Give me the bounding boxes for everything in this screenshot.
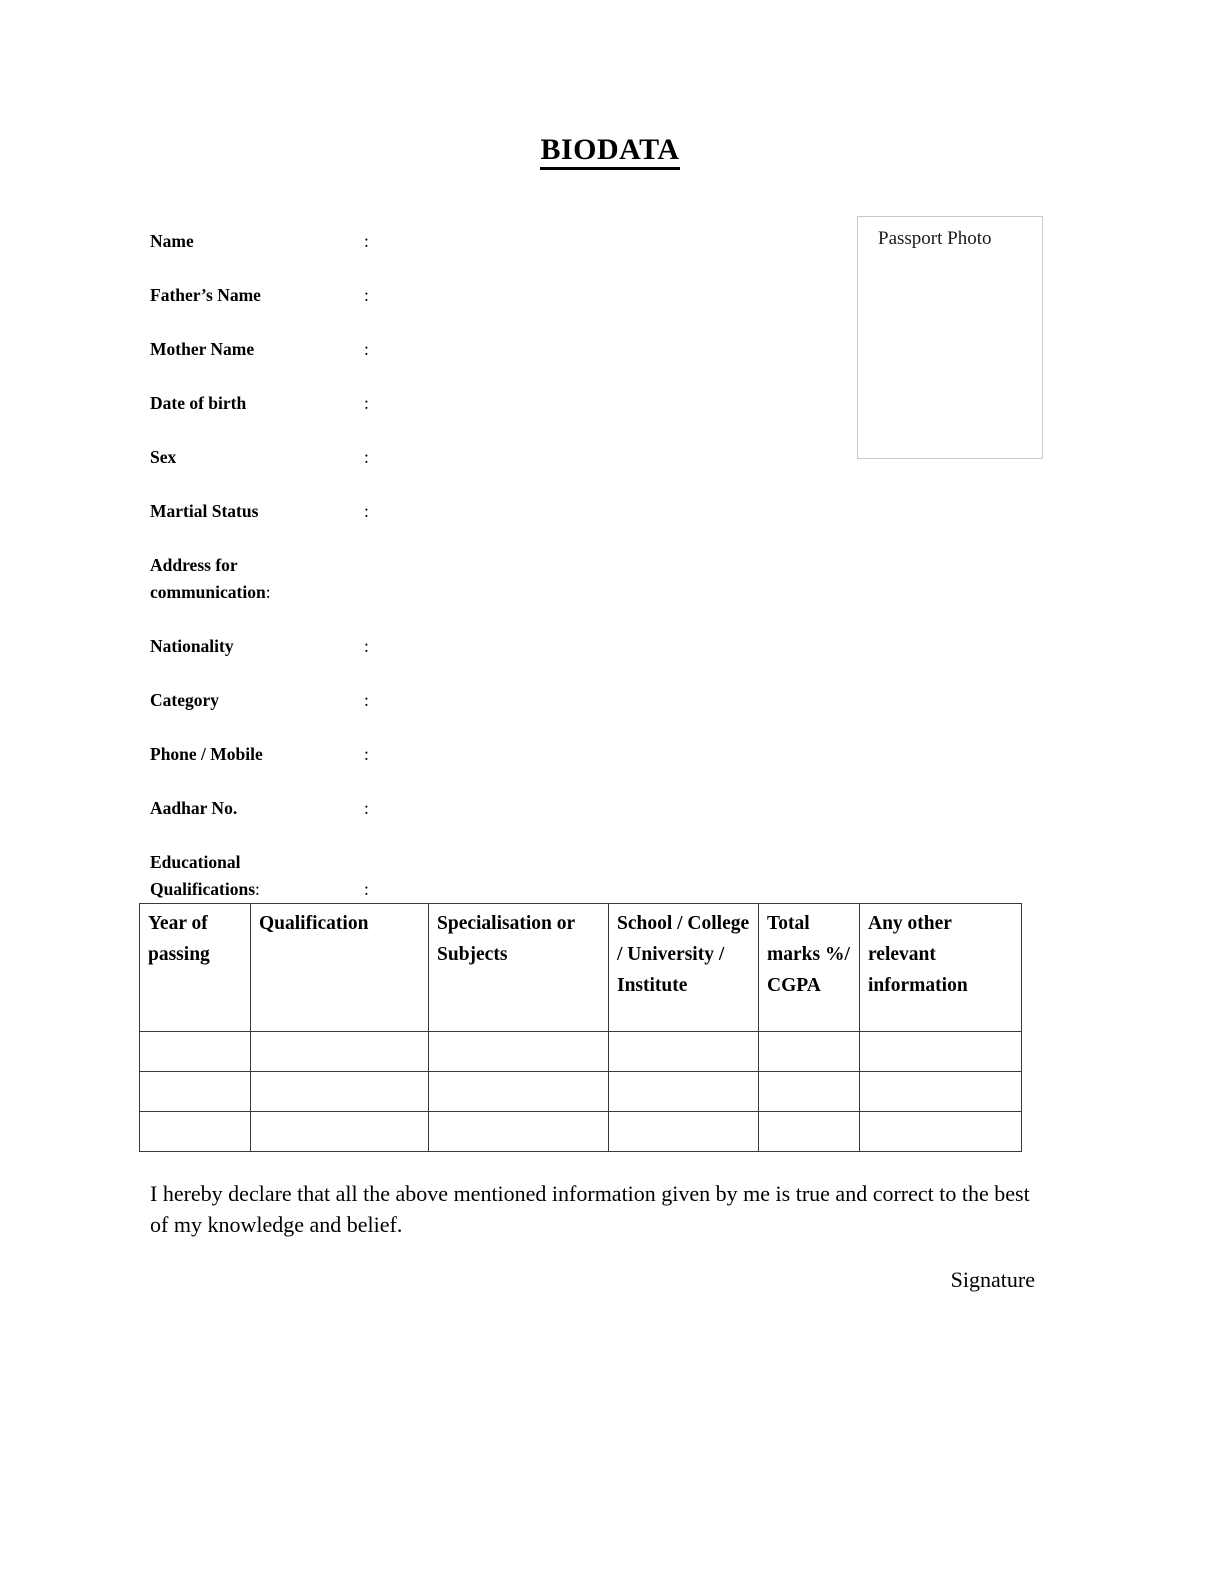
table-row [140, 1112, 1022, 1152]
table-cell-institution[interactable] [609, 1072, 759, 1112]
field-label-educational-text: Educational Qualifications [150, 852, 256, 899]
field-colon-nationality: : [364, 636, 369, 656]
signature-label: Signature [950, 1267, 1035, 1292]
field-colon-phone-mobile: : [364, 744, 369, 764]
page-title-text: BIODATA [540, 133, 679, 170]
page-title [0, 133, 1220, 167]
field-colon-fathers-name: : [364, 285, 369, 305]
table-cell-total-marks[interactable] [759, 1112, 860, 1152]
field-row-phone-mobile [150, 741, 850, 795]
table-cell-other-info[interactable] [860, 1112, 1022, 1152]
field-colon-martial-status: : [364, 501, 369, 521]
field-label-fathers-name: Father’s Name [150, 285, 261, 305]
table-cell-institution[interactable] [609, 1112, 759, 1152]
field-row-mother-name [150, 336, 850, 390]
personal-details-field-list [150, 228, 850, 930]
passport-photo-box[interactable] [857, 216, 1043, 459]
educational-qualifications-table [139, 903, 1022, 1152]
table-cell-qualification[interactable] [251, 1072, 429, 1112]
field-label-educational-qualifications [150, 849, 350, 903]
field-colon-mother-name: : [364, 339, 369, 359]
field-row-sex [150, 444, 850, 498]
table-cell-year-of-passing[interactable] [140, 1112, 251, 1152]
table-cell-other-info[interactable] [860, 1032, 1022, 1072]
table-row [140, 1072, 1022, 1112]
table-header-qualification: Qualification [251, 904, 429, 1032]
table-header-year-of-passing: Year of passing [140, 904, 251, 1032]
field-label-educational-colon: : [255, 879, 260, 899]
field-label-phone-mobile: Phone / Mobile [150, 744, 263, 764]
field-colon-date-of-birth: : [364, 393, 369, 413]
table-cell-total-marks[interactable] [759, 1072, 860, 1112]
table-cell-year-of-passing[interactable] [140, 1072, 251, 1112]
table-cell-specialisation[interactable] [429, 1032, 609, 1072]
field-row-address-for-communication [150, 552, 850, 633]
field-row-aadhar-no [150, 795, 850, 849]
field-label-category: Category [150, 690, 220, 710]
table-header-total-marks-cgpa: Total marks %/ CGPA [759, 904, 860, 1032]
table-cell-total-marks[interactable] [759, 1032, 860, 1072]
field-row-name [150, 228, 850, 282]
field-colon-aadhar-no: : [364, 798, 369, 818]
field-label-nationality: Nationality [150, 636, 234, 656]
field-label-address-text: Address for communication [150, 555, 266, 602]
field-label-address-for-communication [150, 552, 350, 606]
table-header-school-college-university-institute: School / College / University / Institute [609, 904, 759, 1032]
field-label-address-colon: : [265, 582, 271, 602]
table-cell-year-of-passing[interactable] [140, 1032, 251, 1072]
field-label-aadhar-no: Aadhar No. [150, 798, 238, 818]
table-cell-institution[interactable] [609, 1032, 759, 1072]
field-row-date-of-birth [150, 390, 850, 444]
field-row-fathers-name [150, 282, 850, 336]
field-colon-sex: : [364, 447, 369, 467]
table-header-specialisation-or-subjects: Specialisation or Subjects [429, 904, 609, 1032]
field-label-mother-name: Mother Name [150, 339, 255, 359]
field-colon-name: : [364, 231, 369, 251]
table-cell-qualification[interactable] [251, 1112, 429, 1152]
field-label-martial-status: Martial Status [150, 501, 259, 521]
table-cell-specialisation[interactable] [429, 1072, 609, 1112]
passport-photo-label: Passport Photo [878, 228, 992, 249]
table-row [140, 1032, 1022, 1072]
field-colon-category: : [364, 690, 369, 710]
field-row-category [150, 687, 850, 741]
field-row-martial-status [150, 498, 850, 552]
field-label-name: Name [150, 231, 194, 251]
table-header-any-other-relevant-information: Any other relevant information [860, 904, 1022, 1032]
field-row-nationality [150, 633, 850, 687]
table-cell-specialisation[interactable] [429, 1112, 609, 1152]
field-colon-educational-qualifications: : [364, 879, 369, 899]
declaration-text: I hereby declare that all the above mentioned information given by me is true and correct to the best of my knowledge and belief. [150, 1181, 1030, 1237]
table-cell-other-info[interactable] [860, 1072, 1022, 1112]
field-label-sex: Sex [150, 447, 177, 467]
table-cell-qualification[interactable] [251, 1032, 429, 1072]
table-header-row [140, 904, 1022, 1032]
field-label-date-of-birth: Date of birth [150, 393, 247, 413]
